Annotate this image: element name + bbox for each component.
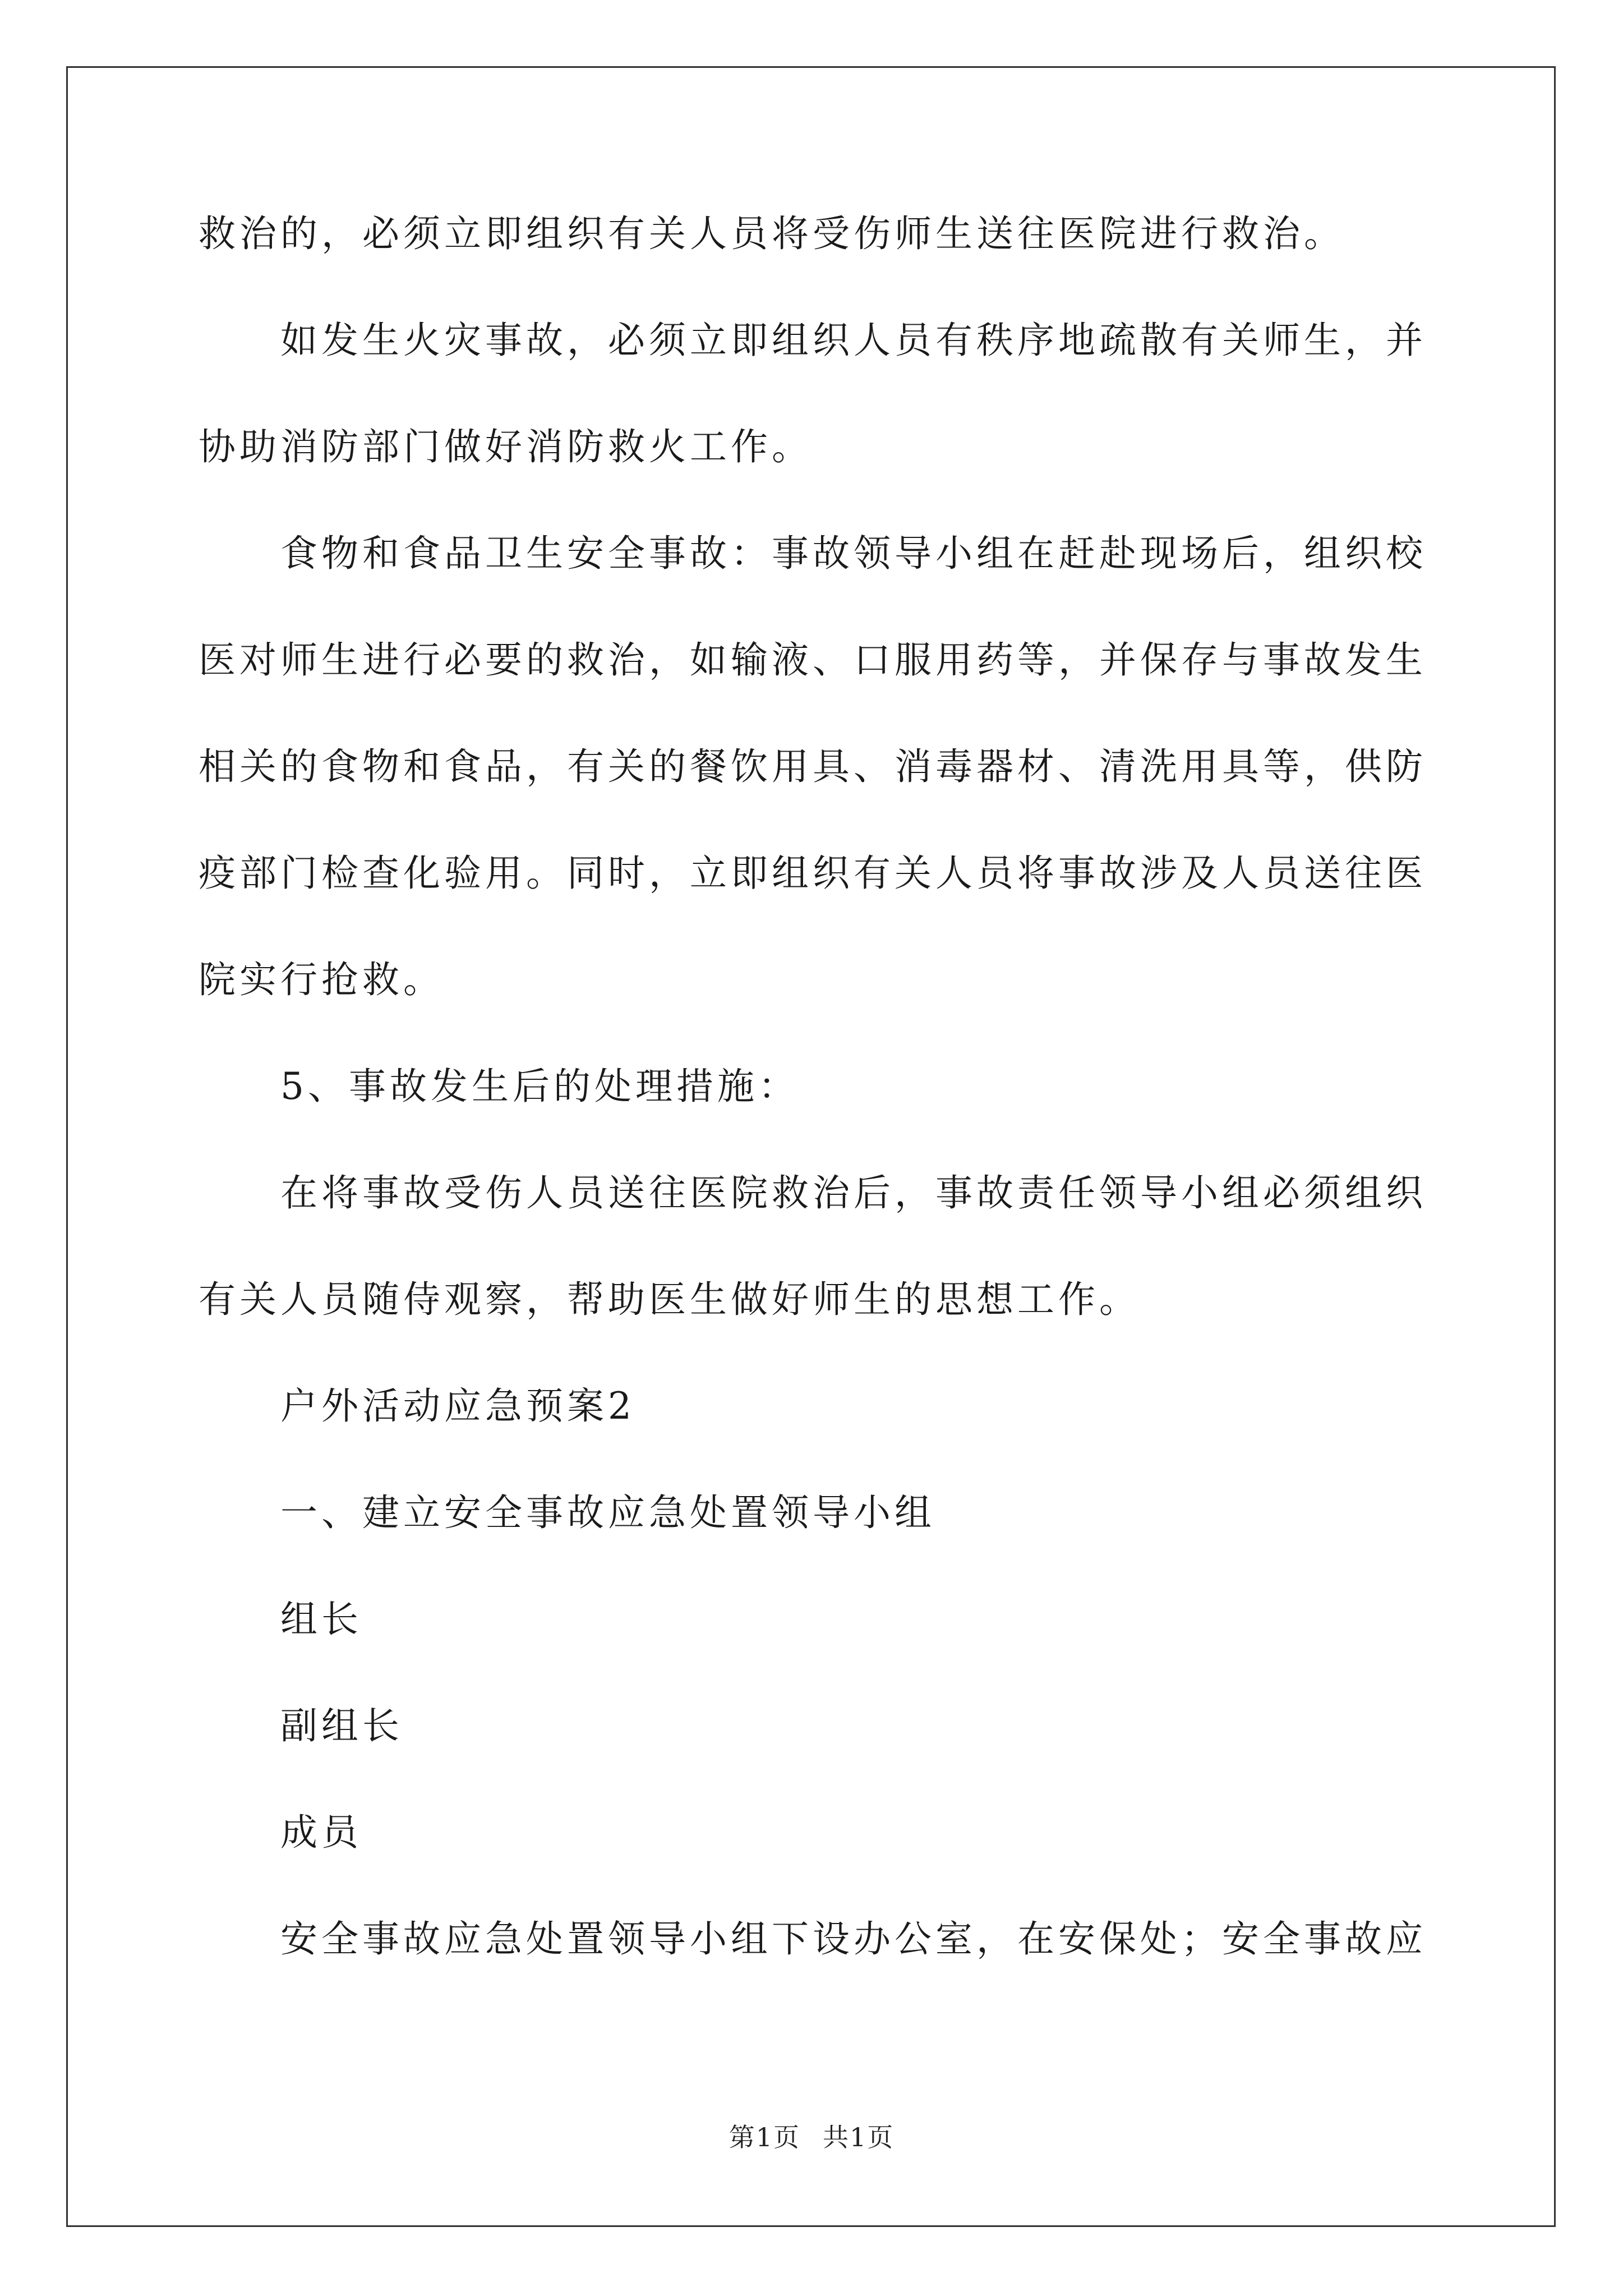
role-deputy-leader: 副组长 — [280, 1704, 403, 1747]
text-line-3: 协助消防部门做好消防救火工作。 — [199, 425, 813, 468]
page-number-total: 共1页 — [823, 2122, 895, 2152]
text-line-10: 在将事故受伤人员送往医院救治后，事故责任领导小组必须组织 — [280, 1171, 1427, 1214]
page-footer — [0, 2120, 1623, 2154]
text-line-4: 食物和食品卫生安全事故：事故领导小组在赶赴现场后，组织校 — [280, 532, 1427, 575]
text-line-6: 相关的食物和食品，有关的餐饮用具、消毒器材、清洗用具等，供防 — [199, 745, 1427, 788]
text-line-11: 有关人员随侍观察，帮助医生做好师生的思想工作。 — [199, 1278, 1140, 1321]
text-line-17: 安全事故应急处置领导小组下设办公室，在安保处；安全事故应 — [280, 1917, 1427, 1961]
section-heading-leadership-group: 一、建立安全事故应急处置领导小组 — [280, 1491, 935, 1534]
role-members: 成员 — [280, 1811, 362, 1854]
text-line-7: 疫部门检查化验用。同时，立即组织有关人员将事故涉及人员送往医 — [199, 852, 1427, 895]
document-body — [199, 181, 1429, 1993]
section-title-plan-2: 户外活动应急预案2 — [280, 1384, 635, 1428]
text-line-1: 救治的，必须立即组织有关人员将受伤师生送往医院进行救治。 — [199, 212, 1345, 255]
text-line-2: 如发生火灾事故，必须立即组织人员有秩序地疏散有关师生，并 — [280, 319, 1427, 362]
page-number-current: 第1页 — [728, 2122, 800, 2152]
section-heading-measures: 5、事故发生后的处理措施： — [280, 1065, 799, 1108]
role-leader: 组长 — [280, 1598, 362, 1641]
text-line-5: 医对师生进行必要的救治，如输液、口服用药等，并保存与事故发生 — [199, 638, 1427, 682]
text-line-8: 院实行抢救。 — [199, 958, 444, 1001]
